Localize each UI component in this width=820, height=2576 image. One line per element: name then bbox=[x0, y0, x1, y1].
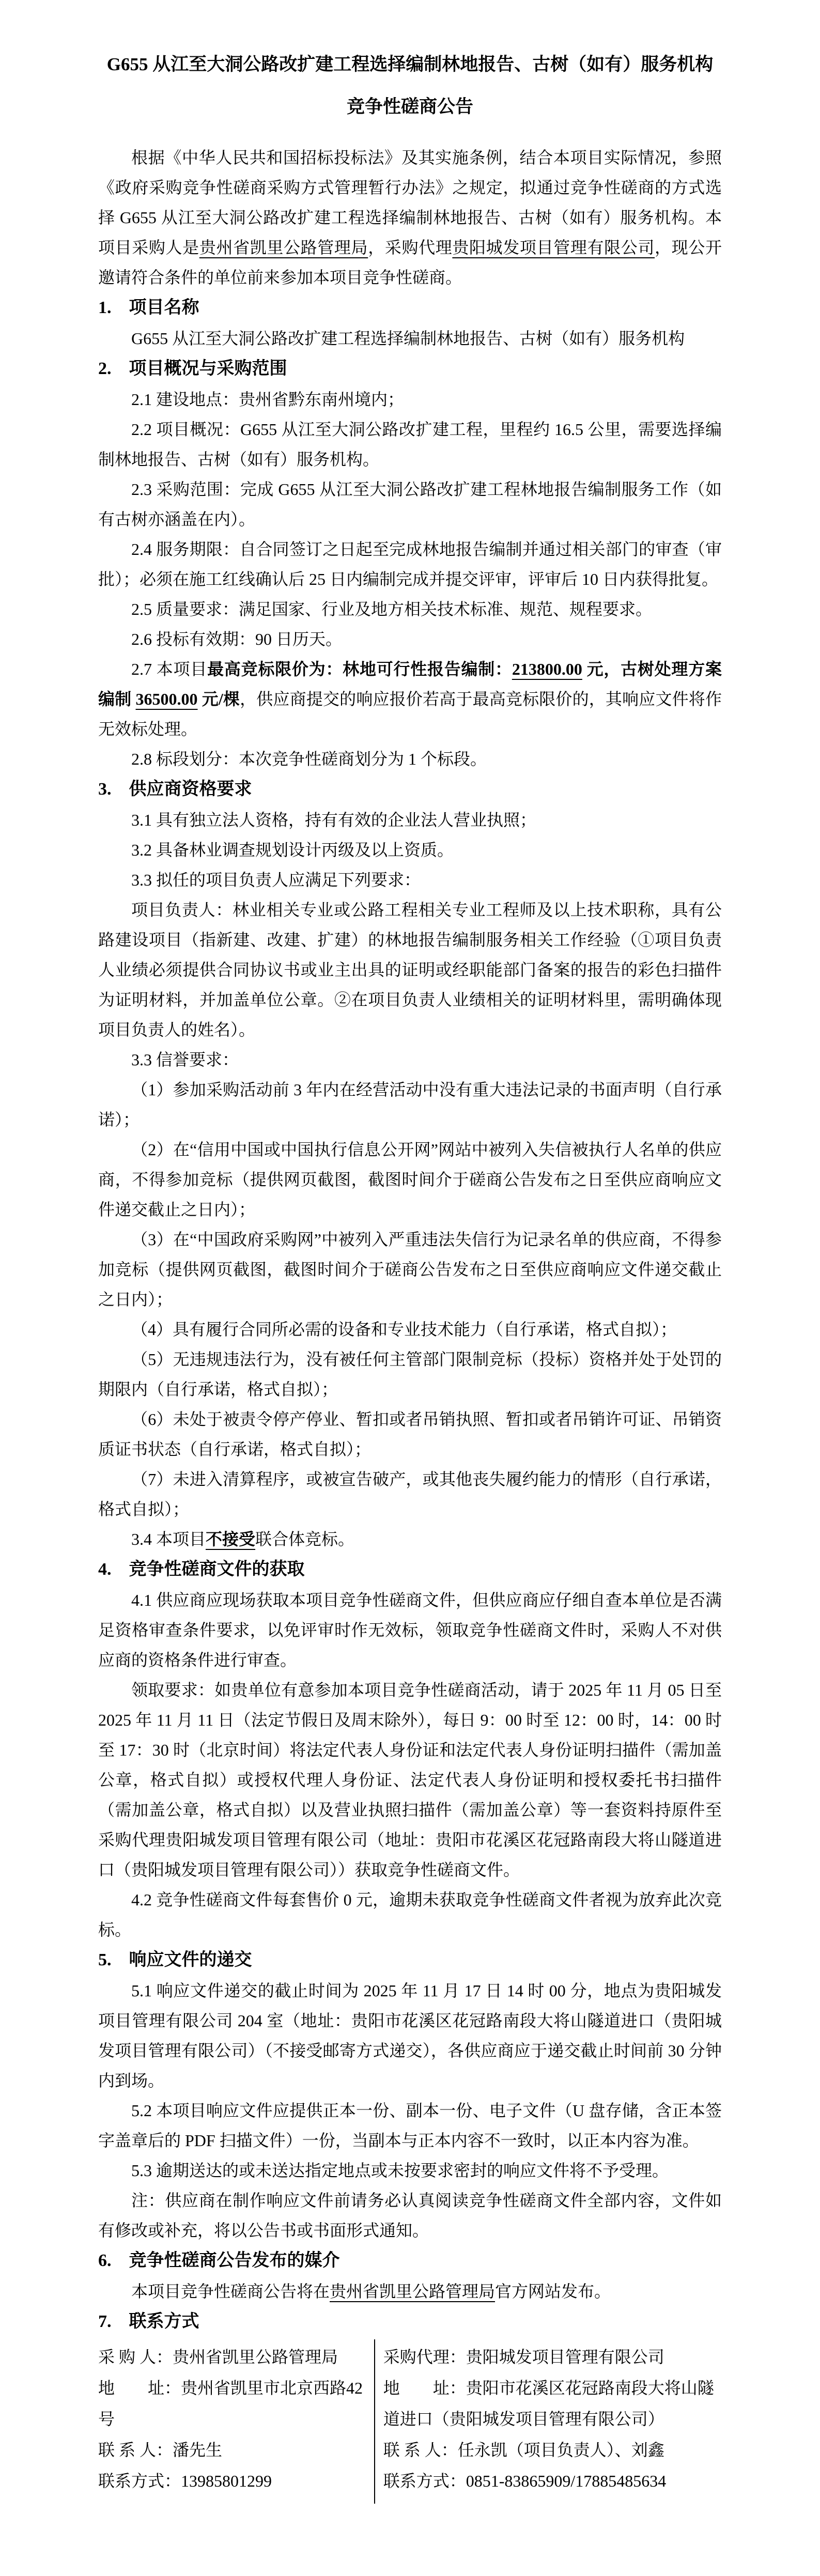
para-2-7 bbox=[98, 654, 722, 744]
agent-address-cell bbox=[375, 2372, 722, 2434]
para-6-text-2: 官方网站发布。 bbox=[495, 2282, 611, 2301]
contact-row-address bbox=[98, 2372, 722, 2434]
buyer-value: 贵州省凯里公路管理局 bbox=[173, 2348, 338, 2366]
section-2-heading: 2. 项目概况与采购范围 bbox=[98, 359, 287, 378]
para-3-3-credit: 3.3 信誉要求： bbox=[131, 1050, 239, 1069]
para-2-7-suffix: ，供应商提交的响应报价若高于最高竞标限价的，其响应文件将作无效标处理。 bbox=[98, 690, 722, 738]
intro-text-2: ，采购代理 bbox=[368, 238, 453, 257]
intro-paragraph bbox=[98, 143, 722, 292]
para-5-1: 5.1 响应文件递交的截止时间为 2025 年 11 月 17 日 14 时 00 分，地点为贵阳城发项目管理有限公司 204 室（地址：贵阳市花溪区花冠路南段大将山隧道进口（贵阳城发项目管理有限公司）（不接受邮寄方式递交），各供应商应于递交截止时间前 30 分钟内到场。 bbox=[98, 1981, 722, 2090]
para-3-1: 3.1 具有独立法人资格，持有有效的企业法人营业执照； bbox=[131, 811, 537, 829]
section-7-heading: 7. 联系方式 bbox=[98, 2312, 199, 2331]
price-forest-report: 213800.00 bbox=[512, 660, 582, 678]
price-mid-text: 元，古树处理方案编制 bbox=[98, 660, 722, 708]
contact-row-person bbox=[98, 2434, 722, 2465]
para-5-2: 5.2 本项目响应文件应提供正本一份、副本一份、电子文件（U 盘存储，含正本签字盖章后的 PDF 扫描文件）一份，当副本与正本内容不一致时，以正本内容为准。 bbox=[98, 2101, 722, 2150]
credit-item-3: （3）在“中国政府采购网”中被列入严重违法失信行为记录名单的供应商，不得参加竞标（提供网页截图，截图时间介于磋商公告发布之日至供应商响应文件递交截止之日内）； bbox=[98, 1230, 722, 1309]
project-name-paragraph: G655 从江至大洞公路改扩建工程选择编制林地报告、古树（如有）服务机构 bbox=[131, 329, 685, 348]
para-note: 注：供应商在制作响应文件前请务必认真阅读竞争性磋商文件全部内容，文件如有修改或补充，将以公告书或书面形式通知。 bbox=[98, 2191, 722, 2240]
para-3-4 bbox=[98, 1524, 722, 1554]
agent-value: 贵阳城发项目管理有限公司 bbox=[466, 2348, 664, 2366]
buyer-cell bbox=[98, 2339, 375, 2372]
para-4-1: 4.1 供应商应现场获取本项目竞争性磋商文件，但供应商应仔细自查本单位是否满足资格审查条件要求，以免评审时作无效标，领取竞争性磋商文件时，采购人不对供应商的资格条件进行审查。 bbox=[98, 1591, 722, 1669]
credit-item-7: （7）未进入清算程序，或被宣告破产，或其他丧失履约能力的情形（自行承诺，格式自拟）； bbox=[98, 1470, 722, 1518]
buyer-phone-value: 13985801299 bbox=[181, 2472, 272, 2490]
para-2-8: 2.8 标段划分：本次竞争性磋商划分为 1 个标段。 bbox=[131, 750, 487, 768]
para-3-2: 3.2 具备林业调查规划设计丙级及以上资质。 bbox=[131, 841, 454, 859]
price-unit-text: 元/棵 bbox=[197, 690, 240, 708]
contact-row-buyer bbox=[98, 2339, 722, 2372]
intro-text-1: 根据《中华人民共和国招标投标法》及其实施条例，结合本项目实际情况，参照《政府采购竞争性磋商采购方式管理暂行办法》之规定，拟通过竞争性磋商的方式选择 G655 从江至大洞公路改扩建工程选择编制林地报告、古树（如有）服务机构。本项目采购人是 bbox=[98, 148, 722, 257]
agent-person-value: 任永凯（项目负责人）、刘鑫 bbox=[457, 2441, 664, 2459]
para-project-leader: 项目负责人：林业相关专业或公路工程相关专业工程师及以上技术职称，具有公路建设项目（指新建、改建、扩建）的林地报告编制服务相关工作经验（①项目负责人业绩必须提供合同协议书或业主出具的证明或经职能部门备案的报告的彩色扫描件为证明材料，并加盖单位公章。②在项目负责人业绩相关的证明材料里，需明确体现项目负责人的姓名）。 bbox=[98, 901, 722, 1039]
para-2-6: 2.6 投标有效期：90 日历天。 bbox=[131, 630, 343, 648]
page-title: G655 从江至大洞公路改扩建工程选择编制林地报告、古树（如有）服务机构竞争性磋商公告 bbox=[106, 54, 714, 117]
agent-person-cell bbox=[375, 2434, 722, 2465]
buyer-person-value: 潘先生 bbox=[173, 2441, 223, 2459]
agent-address-value: 贵阳市花溪区花冠路南段大将山隧道进口（贵阳城发项目管理有限公司） bbox=[383, 2379, 714, 2428]
para-2-2: 2.2 项目概况：G655 从江至大洞公路改扩建工程，里程约 16.5 公里，需要选择编制林地报告、古树（如有）服务机构。 bbox=[98, 420, 722, 469]
para-6-body bbox=[98, 2276, 722, 2306]
para-5-3: 5.3 逾期送达的或未送达指定地点或未按要求密封的响应文件将不予受理。 bbox=[131, 2161, 669, 2180]
credit-item-2: （2）在“信用中国或中国执行信息公开网”网站中被列入失信被执行人名单的供应商，不得参加竞标（提供网页截图，截图时间介于磋商公告发布之日至供应商响应文件递交截止之日内）； bbox=[98, 1140, 722, 1219]
buyer-name-underlined: 贵州省凯里公路管理局 bbox=[199, 238, 368, 257]
section-3-heading: 3. 供应商资格要求 bbox=[98, 780, 252, 799]
para-collection-requirements: 领取要求：如贵单位有意参加本项目竞争性磋商活动，请于 2025 年 11 月 05 日至 2025 年 11 月 11 日（法定节假日及周末除外），每日 9：00 时至 12：00 时，14：00 时至 17：30 时（北京时间）将法定代表人身份证和法定代表人身份证明扫描件（需加盖公章，格式自拟）或授权代理人身份证、法定代表人身份证明和授权委托书扫描件（需加盖公章，格式自拟）以及营业执照扫描件（需加盖公章）等一套资料持原件至采购代理贵阳城发项目管理有限公司（地址：贵阳市花溪区花冠路南段大将山隧道进口（贵阳城发项目管理有限公司））获取竞争性磋商文件。 bbox=[98, 1681, 722, 1879]
para-2-3: 2.3 采购范围：完成 G655 从江至大洞公路改扩建工程林地报告编制服务工作（如有古树亦涵盖在内）。 bbox=[98, 480, 722, 529]
buyer-person-label: 联 系 人： bbox=[98, 2441, 173, 2459]
price-limit-label: 最高竞标限价为：林地可行性报告编制： bbox=[207, 660, 512, 678]
buyer-address-label: 地 址： bbox=[98, 2379, 181, 2397]
section-5-heading: 5. 响应文件的递交 bbox=[98, 1950, 252, 1969]
agent-phone-cell bbox=[375, 2465, 722, 2504]
section-4-heading: 4. 竞争性磋商文件的获取 bbox=[98, 1560, 305, 1579]
agent-address-label: 地 址： bbox=[383, 2379, 466, 2397]
para-3-4-prefix: 3.4 本项目 bbox=[131, 1530, 206, 1548]
buyer-phone-cell bbox=[98, 2465, 375, 2504]
para-2-5: 2.5 质量要求：满足国家、行业及地方相关技术标准、规范、规程要求。 bbox=[131, 600, 653, 618]
contact-row-phone bbox=[98, 2465, 722, 2504]
agent-person-label: 联 系 人： bbox=[383, 2441, 458, 2459]
credit-item-1: （1）参加采购活动前 3 年内在经营活动中没有重大违法记录的书面声明（自行承诺）； bbox=[98, 1080, 722, 1129]
credit-item-6: （6）未处于被责令停产停业、暂扣或者吊销执照、暂扣或者吊销许可证、吊销资质证书状态（自行承诺，格式自拟）； bbox=[98, 1410, 722, 1458]
agent-cell bbox=[375, 2339, 722, 2372]
buyer-label: 采 购 人： bbox=[98, 2348, 173, 2366]
credit-item-4: （4）具有履行合同所必需的设备和专业技术能力（自行承诺，格式自拟）； bbox=[131, 1320, 677, 1339]
buyer-address-value: 贵州省凯里市北京西路42号 bbox=[98, 2379, 363, 2428]
para-2-4: 2.4 服务期限：自合同签订之日起至完成林地报告编制并通过相关部门的审查（审批）；必须在施工红线确认后 25 日内编制完成并提交评审，评审后 10 日内获得批复。 bbox=[98, 540, 722, 588]
para-6-text-1: 本项目竞争性磋商公告将在 bbox=[131, 2282, 330, 2301]
para-2-1: 2.1 建设地点：贵州省黔东南州境内； bbox=[131, 390, 405, 409]
section-1-heading: 1. 项目名称 bbox=[98, 298, 199, 317]
buyer-address-cell bbox=[98, 2372, 375, 2434]
para-3-3: 3.3 拟任的项目负责人应满足下列要求： bbox=[131, 871, 421, 889]
buyer-person-cell bbox=[98, 2434, 375, 2465]
contact-table bbox=[98, 2339, 722, 2504]
credit-item-5: （5）无违规违法行为，没有被任何主管部门限制竞标（投标）资格并处于处罚的期限内（自行承诺，格式自拟）； bbox=[98, 1350, 722, 1399]
para-2-7-prefix: 2.7 本项目 bbox=[131, 660, 208, 678]
section-6-heading: 6. 竞争性磋商公告发布的媒介 bbox=[98, 2251, 340, 2270]
agent-name-underlined: 贵阳城发项目管理有限公司 bbox=[452, 238, 655, 257]
agent-label: 采购代理： bbox=[383, 2348, 466, 2366]
buyer-phone-label: 联系方式： bbox=[98, 2472, 181, 2490]
publish-website-underlined: 贵州省凯里公路管理局 bbox=[330, 2282, 496, 2301]
para-3-4-suffix: 联合体竞标。 bbox=[255, 1530, 355, 1548]
intro-text-3: ，现公开邀请符合条件的单位前来参加本项目竞争性磋商。 bbox=[98, 238, 722, 287]
para-4-2: 4.2 竞争性磋商文件每套售价 0 元，逾期未获取竞争性磋商文件者视为放弃此次竞标。 bbox=[98, 1890, 722, 1939]
agent-phone-value: 0851-83865909/17885485634 bbox=[466, 2472, 667, 2490]
price-ancient-tree: 36500.00 bbox=[135, 690, 198, 708]
agent-phone-label: 联系方式： bbox=[383, 2472, 466, 2490]
no-consortium-emphasis: 不接受 bbox=[206, 1530, 256, 1548]
